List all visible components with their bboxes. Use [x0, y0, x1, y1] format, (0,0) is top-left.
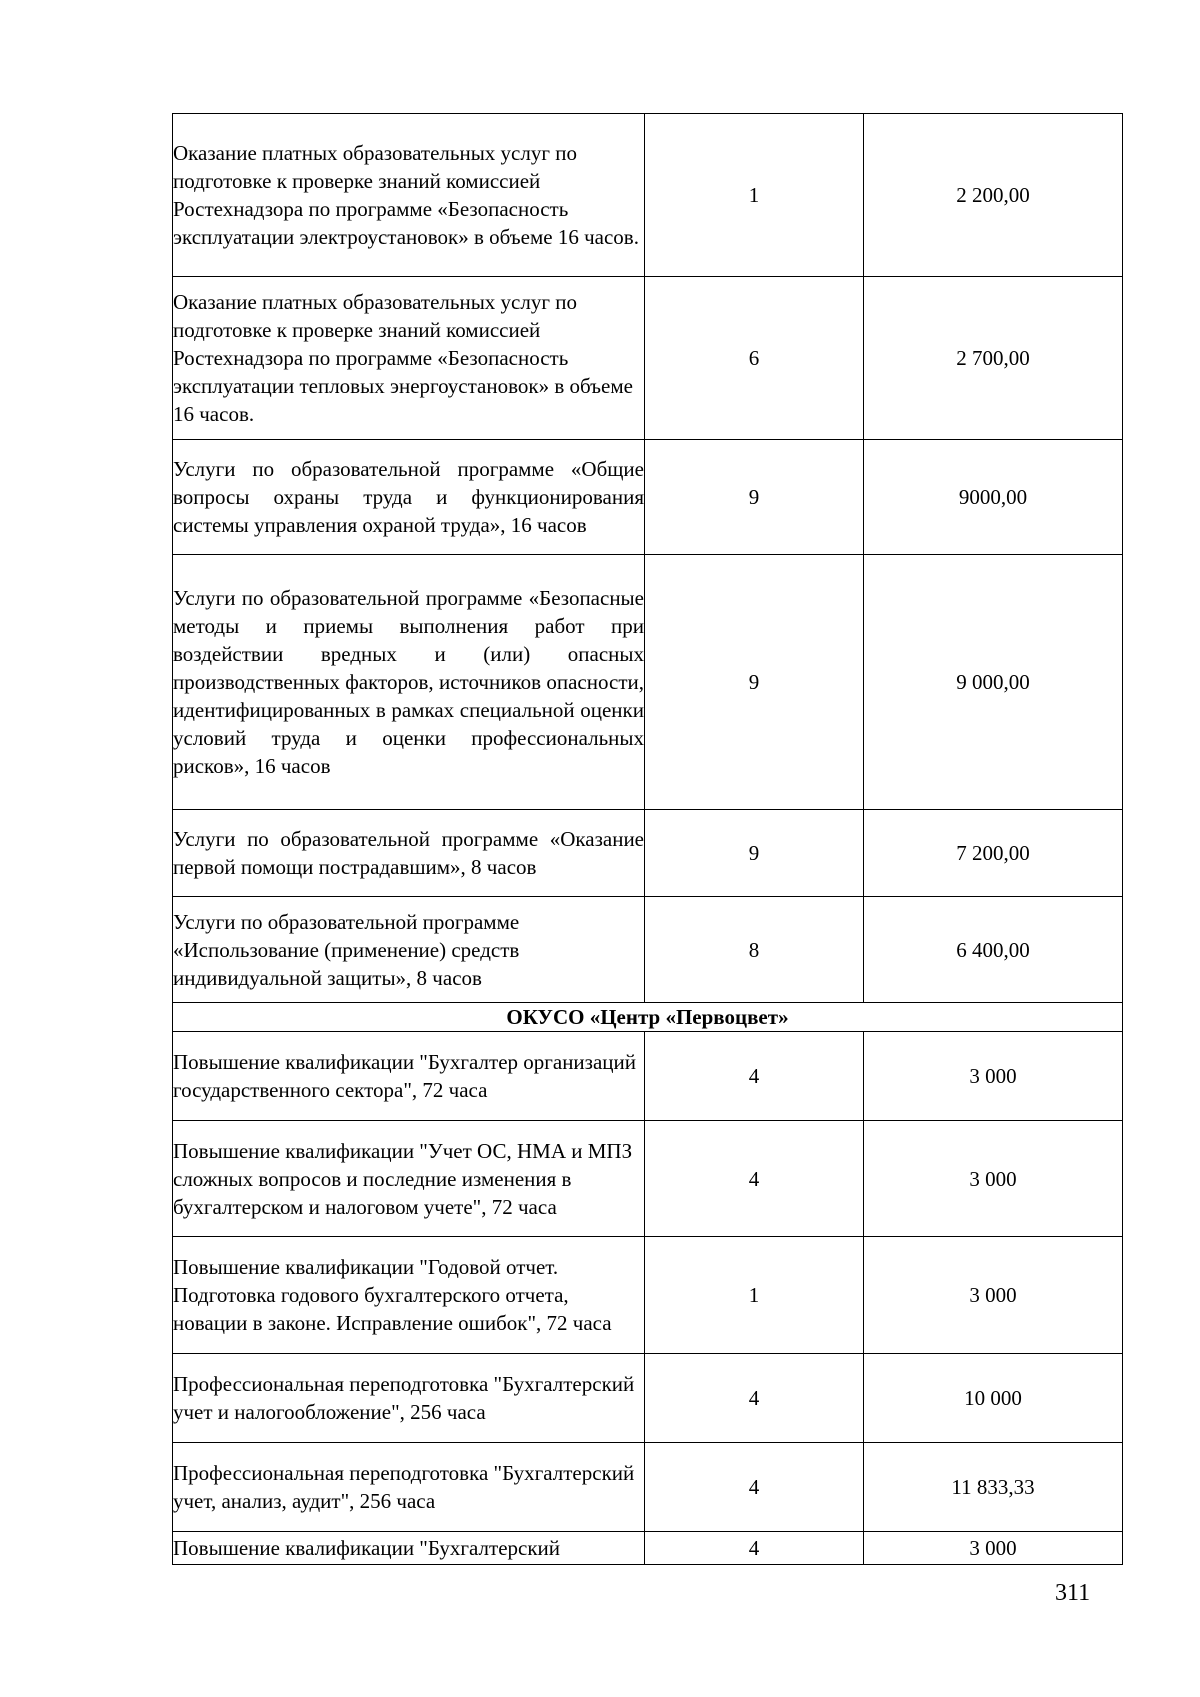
service-description: Повышение квалификации "Годовой отчет. Подготовка годового бухгалтерского отчета, новации в законе. Исправление ошибок", 72 часа — [173, 1237, 645, 1354]
quantity-cell: 9 — [645, 440, 864, 555]
table-row — [173, 1443, 1123, 1532]
quantity-cell: 4 — [645, 1443, 864, 1532]
service-description: Услуги по образовательной программе «Безопасные методы и приемы выполнения работ при воздействии вредных и (или) опасных производственных факторов, источников опасности, идентифицированных в рамках специальной оценки условий труда и оценки профессиональных рисков», 16 часов — [173, 555, 645, 810]
quantity-cell: 4 — [645, 1032, 864, 1121]
price-cell: 3 000 — [864, 1237, 1123, 1354]
table-row — [173, 1237, 1123, 1354]
service-description: Повышение квалификации "Бухгалтерский — [173, 1532, 645, 1565]
service-description: Оказание платных образовательных услуг по подготовке к проверке знаний комиссией Ростехнадзора по программе «Безопасность эксплуатации тепловых энергоустановок» в объеме 16 часов. — [173, 277, 645, 440]
price-cell: 11 833,33 — [864, 1443, 1123, 1532]
services-table — [172, 113, 1123, 1565]
section-header-row — [173, 1003, 1123, 1032]
table-row — [173, 810, 1123, 897]
table-row — [173, 897, 1123, 1003]
price-cell: 3 000 — [864, 1121, 1123, 1237]
table-row — [173, 440, 1123, 555]
section-title: ОКУСО «Центр «Первоцвет» — [173, 1003, 1123, 1032]
service-description: Услуги по образовательной программе «Использование (применение) средств индивидуальной защиты», 8 часов — [173, 897, 645, 1003]
quantity-cell: 8 — [645, 897, 864, 1003]
price-cell: 9 000,00 — [864, 555, 1123, 810]
quantity-cell: 1 — [645, 1237, 864, 1354]
table-row — [173, 1121, 1123, 1237]
quantity-cell: 1 — [645, 114, 864, 277]
quantity-cell: 4 — [645, 1532, 864, 1565]
service-description: Повышение квалификации "Бухгалтер организаций государственного сектора", 72 часа — [173, 1032, 645, 1121]
table-row — [173, 114, 1123, 277]
service-description: Профессиональная переподготовка "Бухгалтерский учет, анализ, аудит", 256 часа — [173, 1443, 645, 1532]
service-description: Услуги по образовательной программе «Общие вопросы охраны труда и функционирования системы управления охраной труда», 16 часов — [173, 440, 645, 555]
quantity-cell: 9 — [645, 555, 864, 810]
price-cell: 2 700,00 — [864, 277, 1123, 440]
table-row — [173, 1532, 1123, 1565]
price-cell: 7 200,00 — [864, 810, 1123, 897]
price-cell: 6 400,00 — [864, 897, 1123, 1003]
price-cell: 2 200,00 — [864, 114, 1123, 277]
price-cell: 3 000 — [864, 1532, 1123, 1565]
service-description: Профессиональная переподготовка "Бухгалтерский учет и налогообложение", 256 часа — [173, 1354, 645, 1443]
service-description: Услуги по образовательной программе «Оказание первой помощи пострадавшим», 8 часов — [173, 810, 645, 897]
service-description: Повышение квалификации "Учет ОС, НМА и МПЗ сложных вопросов и последние изменения в бухгалтерском и налоговом учете", 72 часа — [173, 1121, 645, 1237]
quantity-cell: 4 — [645, 1354, 864, 1443]
price-cell: 3 000 — [864, 1032, 1123, 1121]
quantity-cell: 4 — [645, 1121, 864, 1237]
price-cell: 9000,00 — [864, 440, 1123, 555]
quantity-cell: 9 — [645, 810, 864, 897]
page-number: 311 — [1055, 1580, 1091, 1606]
table-row — [173, 1032, 1123, 1121]
service-description: Оказание платных образовательных услуг по подготовке к проверке знаний комиссией Ростехнадзора по программе «Безопасность эксплуатации электроустановок» в объеме 16 часов. — [173, 114, 645, 277]
quantity-cell: 6 — [645, 277, 864, 440]
table-row — [173, 277, 1123, 440]
price-cell: 10 000 — [864, 1354, 1123, 1443]
table-row — [173, 555, 1123, 810]
table-row — [173, 1354, 1123, 1443]
